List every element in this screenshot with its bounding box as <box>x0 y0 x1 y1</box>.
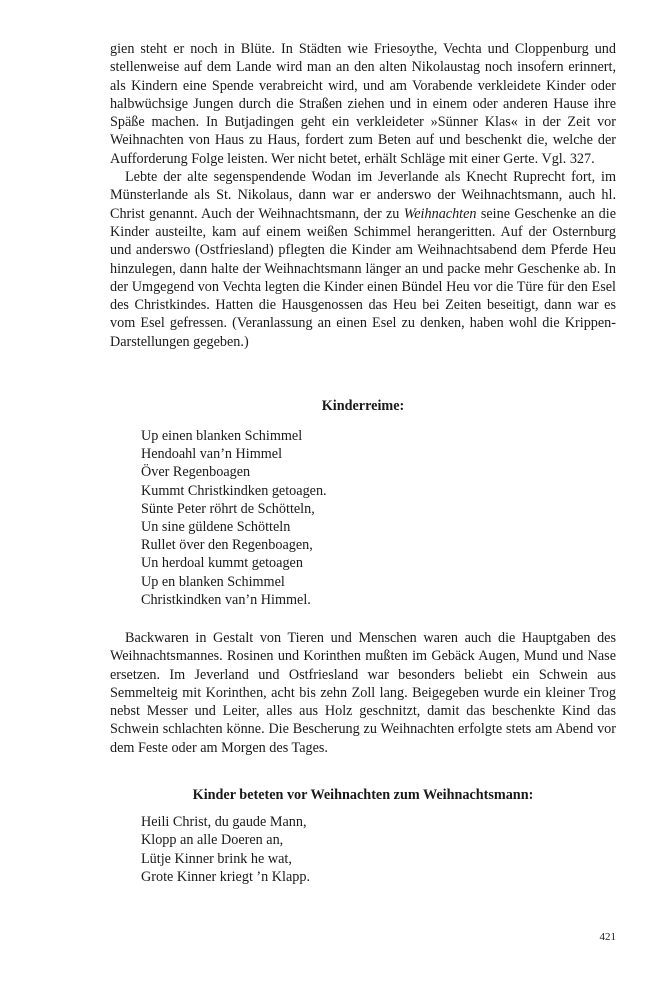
page-number: 421 <box>599 931 616 943</box>
poem-gebet <box>141 813 561 887</box>
backwaren-section <box>110 629 616 757</box>
verse-line: Grote Kinner kriegt ’n Klapp. <box>141 869 311 886</box>
paragraph-text: seine Geschenke an die Kinder austeilte, kam auf einem weißen Schimmel herangeritten. Auf der Osternburg und anderswo (Ostfriesland) pflegten die Kinder am Weihnachtsabend dem Pferde Heu hinzulegen, dann halte der Weihnachtsmann länger an und packe mehr Geschenke ab. In der Umgegend von Vechta legten die Kinder einen Bündel Heu vor die Türe für den Esel des Christkindes. Hatten die Hausgenossen das Heu bei Zeiten beseitigt, dann war es vom Esel gefressen. (Veranlassung an einen Esel zu denken, haben wohl die Krippen-Darstellungen gegeben.) <box>110 205 616 350</box>
verse-line: Christkindken van’n Himmel. <box>141 591 311 608</box>
intro-section <box>110 40 616 351</box>
paragraph-backwaren: Backwaren in Gestalt von Tieren und Menschen waren auch die Hauptgaben des Weihnachtsmannes. Rosinen und Korinthen mußten im Gebäck Augen, Mund und Nase ersetzen. Im Jeverland und Ostfriesland war besonders beliebt ein Schwein aus Semmelteig mit Korinthen, acht bis zehn Zoll lang. Beigegeben wurde ein kleiner Trog nebst Messer und Leiter, alles aus Holz geschnitzt, damit das beschenkte Kind das Schwein schlachten könne. Die Bescherung zu Weihnachten erfolgte stets am Abend vor dem Feste oder am Morgen des Tages. <box>110 630 616 756</box>
italic-term: Weihnachten <box>403 205 477 222</box>
heading-kinderreime: Kinderreime: <box>321 398 405 414</box>
paragraph-text: Lebte der alte segenspendende Wodan im Jeverlande als Knecht Ruprecht fort, im Münsterlande als St. Nikolaus, dann war er anderswo der Weihnachtsmann, auch hl. Christ genannt. Auch der Weihnachtsmann, der zu <box>110 169 616 222</box>
paragraph-weihnachtsmann <box>110 168 616 351</box>
verse-line: Rullet över den Regenboagen, <box>141 537 313 554</box>
heading-gebet: Kinder beteten vor Weihnachten zum Weihnachtsmann: <box>192 787 534 803</box>
verse-line: Klopp an alle Doeren an, <box>141 832 284 849</box>
verse-line: Up en blanken Schimmel <box>141 573 285 590</box>
poem-kinderreime <box>141 427 561 609</box>
verse-line: Heili Christ, du gaude Mann, <box>141 814 307 830</box>
verse-line: Up einen blanken Schimmel <box>141 428 303 444</box>
verse-line: Un herdoal kummt getoagen <box>141 555 303 572</box>
verse-line: Kummt Christkindken getoagen. <box>141 482 327 499</box>
verse-line: Sünte Peter röhrt de Schötteln, <box>141 500 315 517</box>
verse-line: Lütje Kinner brink he wat, <box>141 850 292 867</box>
verse-line: Hendoahl van’n Himmel <box>141 446 283 463</box>
paragraph-nikolaustag: gien steht er noch in Blüte. In Städten wie Friesoythe, Vechta und Cloppenburg und stellenweise auf dem Lande wird man an den alten Nikolaustag noch insofern erinnert, als Kindern eine Spende verabreicht wird, und am Vorabende verkleidete Kinder oder halbwüchsige Jungen durch die Straßen ziehen und in einem oder anderen Hause ihre Späße machen. In Butjadingen geht ein verkleideter »Sünner Klas« in der Zeit vor Weihnachten von Haus zu Haus, fordert zum Beten auf und beschenkt die, welche der Aufforderung Folge leisten. Wer nicht betet, erhält Schläge mit einer Gerte. Vgl. 327. <box>110 41 616 167</box>
verse-line: Un sine güldene Schötteln <box>141 519 291 536</box>
verse-line: Över Regenboagen <box>141 464 251 481</box>
